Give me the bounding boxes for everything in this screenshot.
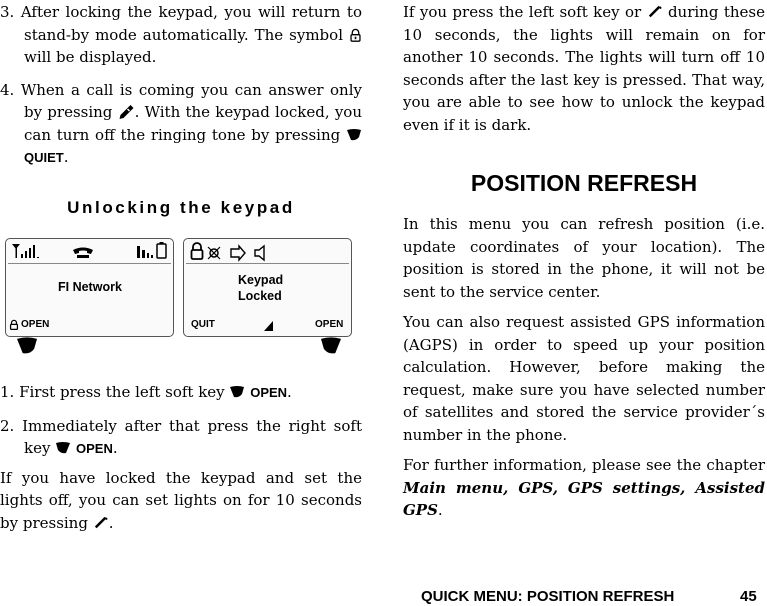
lock-icon — [192, 243, 203, 259]
forward-icon — [231, 246, 245, 260]
unlock-steps — [0, 381, 362, 534]
step-1: 1. First press the left soft key OPEN. — [0, 383, 292, 401]
instruction-3 — [0, 1, 362, 69]
quiet-label: QUIET — [24, 150, 64, 165]
phone-screen-standby — [5, 238, 174, 337]
softkey-open-label: OPEN — [21, 319, 50, 330]
call-key-icon — [93, 516, 109, 530]
left-column — [0, 0, 362, 170]
status-divider — [8, 263, 171, 264]
further-info-paragraph — [403, 454, 765, 522]
softkey-quit-label: QUIT — [191, 319, 215, 330]
instruction-3-end: will be displayed. — [24, 48, 157, 66]
signal-icon — [12, 244, 39, 258]
lights-continue-b: during these 10 seconds, the lights will remain on for another 10 seconds. The lights will turn off 10 seconds after the last key is pressed. That way, you are able to see how to unlock the keypad even if it is dark. — [403, 3, 765, 134]
handset-icon — [73, 248, 93, 259]
speaker-icon — [255, 246, 264, 260]
lights-text: If you have locked the keypad and set the lights off, you can set lights on for 10 seconds by pressing — [0, 468, 362, 532]
locked-line: Locked — [238, 289, 282, 303]
step-1-text: 1. First press the left soft key — [0, 383, 225, 401]
position-refresh-section — [403, 213, 765, 522]
position-refresh-heading: POSITION REFRESH — [470, 170, 698, 196]
step-2: 2. Immediately after that press the right soft key OPEN. — [0, 416, 362, 457]
lock-icon — [349, 28, 362, 43]
further-info-end: . — [437, 501, 443, 519]
left-soft-key-icon — [346, 128, 362, 142]
edit-icon — [264, 321, 273, 331]
gps-icon — [208, 247, 220, 259]
left-soft-key-icon — [229, 385, 245, 399]
open-label: OPEN — [250, 385, 288, 400]
left-soft-key-icon — [14, 336, 40, 356]
right-soft-key-icon — [318, 336, 344, 356]
keypad-locked-text — [238, 272, 283, 304]
step-2-text: 2. Immediately after that press the right soft key — [0, 416, 362, 457]
instruction-3-text: 3. After locking the keypad, you will return to stand-by mode automatically. The symbol — [0, 3, 362, 44]
status-bar-icons — [189, 241, 279, 263]
right-column — [403, 1, 765, 136]
call-key-icon — [647, 5, 663, 19]
lock-icon — [9, 319, 19, 331]
agps-paragraph: You can also request assisted GPS information (AGPS) in order to speed up your position calculation. However, before making the request, make sure you have selected number of satellites and stored the service provider´s number in the phone. — [403, 313, 765, 444]
keypad-line: Keypad — [238, 273, 284, 287]
network-name: FI Network — [58, 280, 122, 294]
lights-paragraph: If you have locked the keypad and set the lights off, you can set lights on for 10 seconds by pressing . — [0, 468, 362, 532]
unlocking-heading: Unlocking the keypad — [67, 198, 295, 217]
instruction-4-text-b: . With the keypad locked, you can turn off the ringing tone by pressing — [24, 103, 362, 144]
page-number: 45 — [740, 588, 757, 605]
instruction-4: 4. When a call is coming you can answer only by pressing . With the keypad locked, you can turn off the ringing tone by pressing QUIET. — [0, 80, 362, 166]
phone-screen-locked — [183, 238, 352, 337]
call-key-icon — [118, 104, 135, 120]
further-info-text: For further information, please see the chapter — [403, 456, 765, 474]
instruction-4-text: 4. When a call is coming you can answer only by pressing — [0, 80, 362, 121]
lights-continue-paragraph — [403, 1, 765, 136]
status-divider — [186, 263, 349, 264]
open-label: OPEN — [76, 441, 113, 456]
chapter-reference: Main menu, GPS, GPS settings, Assisted GPS — [403, 478, 765, 519]
softkey-open-label: OPEN — [315, 319, 344, 330]
battery-icon — [137, 242, 166, 258]
status-bar-icons — [11, 241, 171, 263]
refresh-paragraph: In this menu you can refresh position (i.e. update coordinates of your location). The position is stored in the phone, it will not be sent to the service center. — [403, 215, 765, 301]
lights-continue-a: If you press the left soft key or — [403, 3, 642, 21]
footer-title: QUICK MENU: POSITION REFRESH — [421, 588, 675, 605]
right-soft-key-icon — [55, 441, 71, 455]
